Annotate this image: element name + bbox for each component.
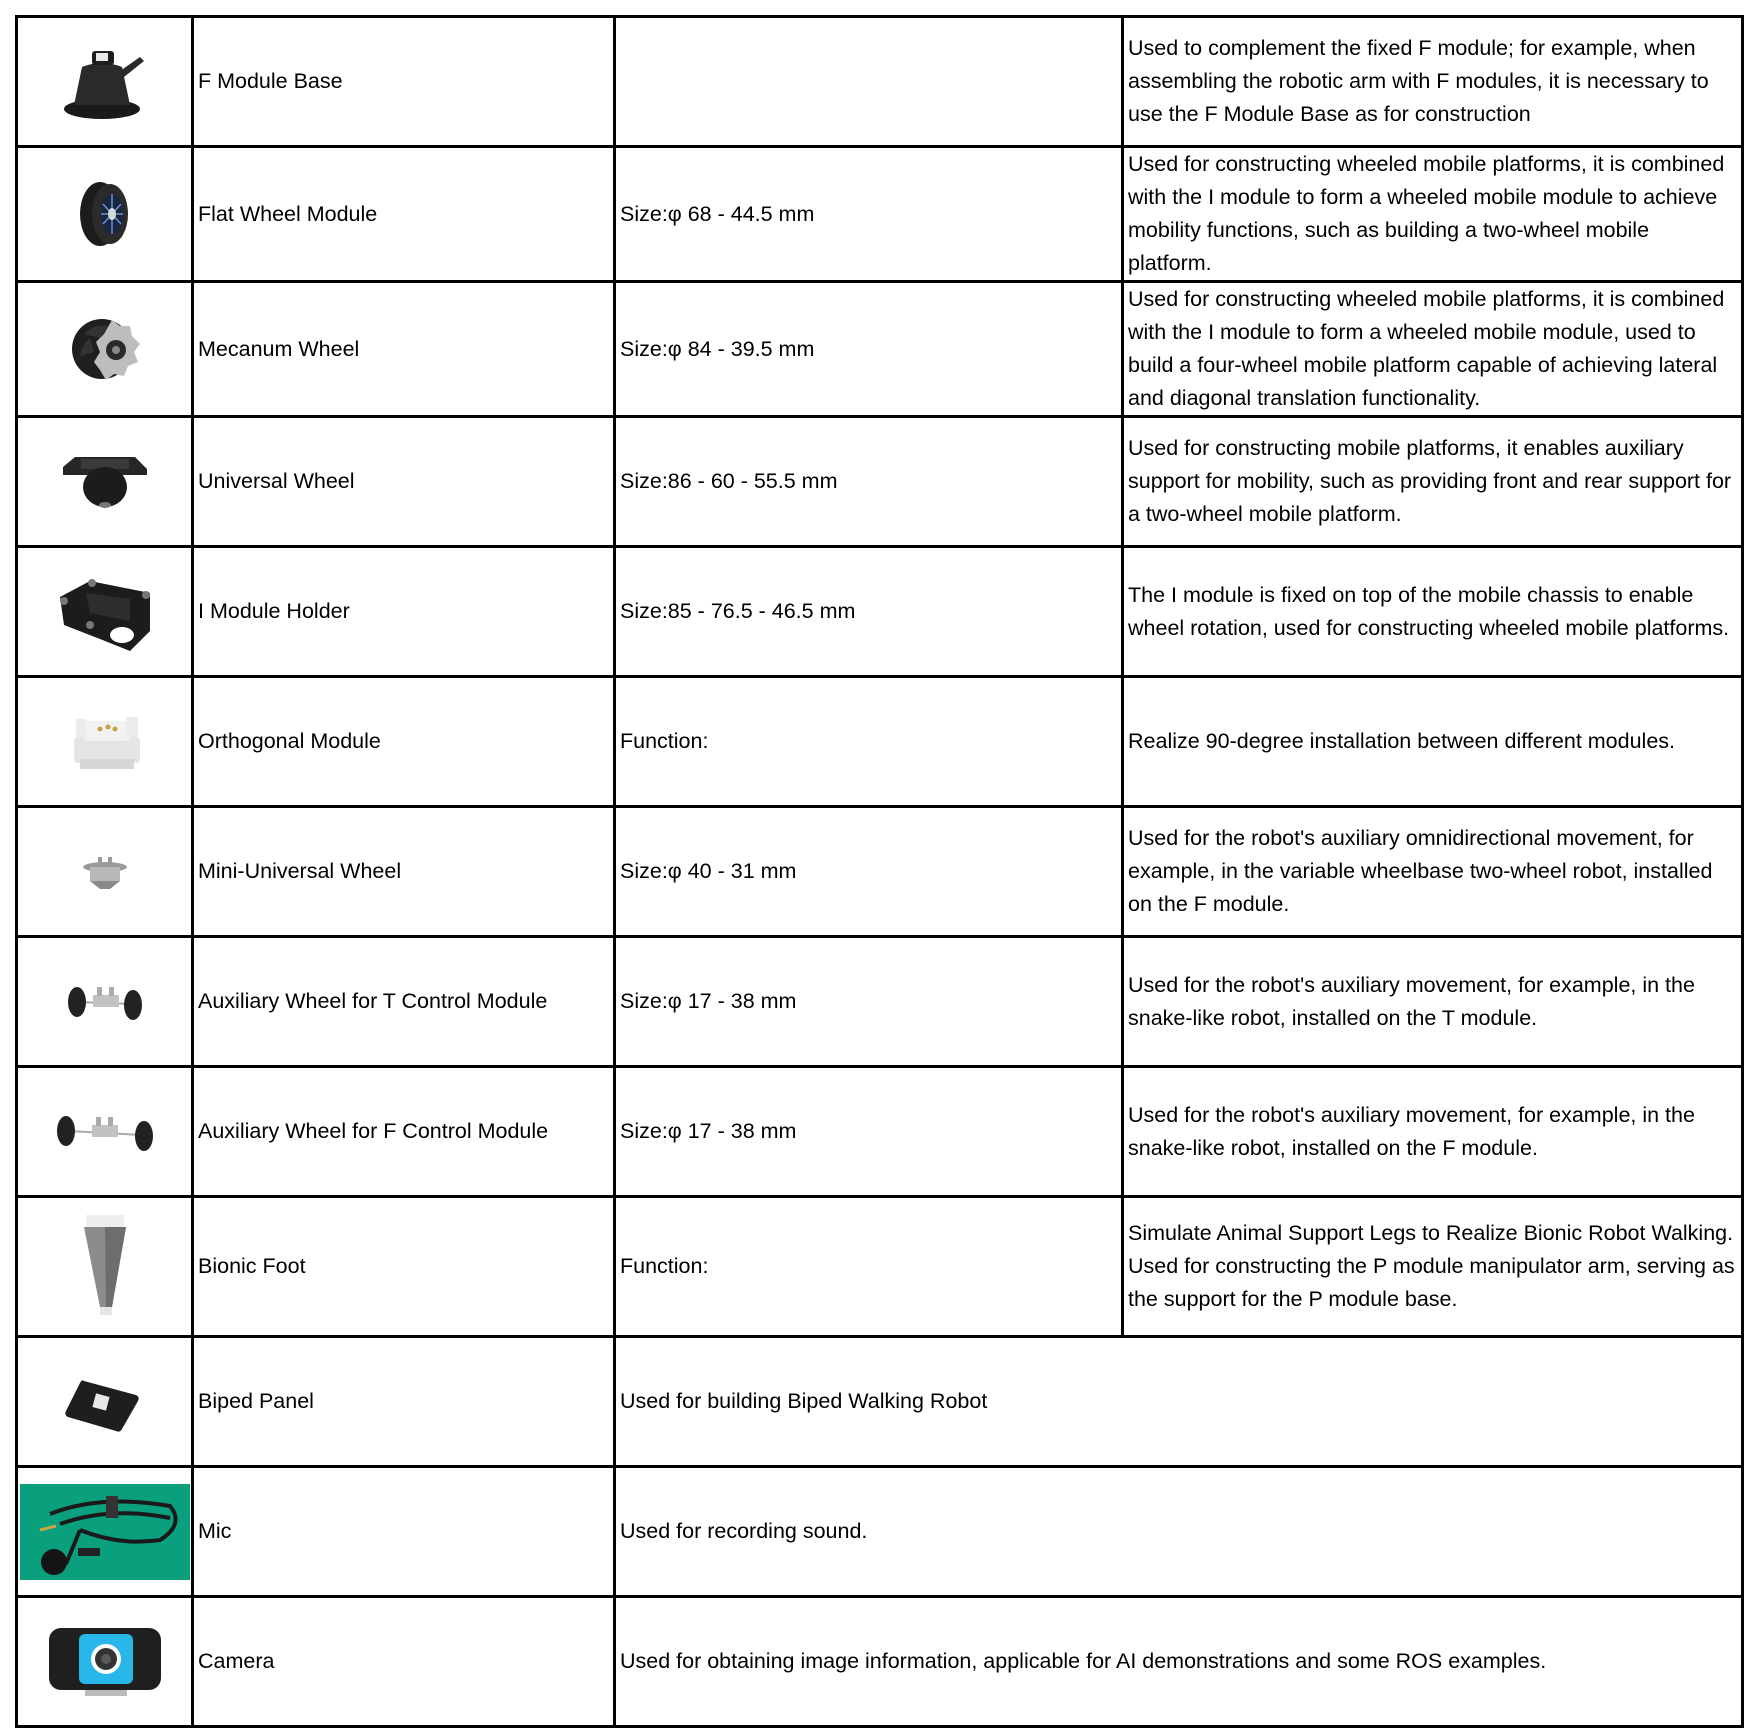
table-row xyxy=(17,1597,1743,1727)
table-row xyxy=(17,1467,1743,1597)
item-description: Used for obtaining image information, applicable for AI demonstrations and some ROS examples. xyxy=(615,1597,1743,1727)
table-row xyxy=(17,147,1743,282)
f-module-base-icon xyxy=(60,37,150,127)
item-name: Mic xyxy=(193,1467,615,1597)
table-row xyxy=(17,677,1743,807)
image-cell xyxy=(17,937,193,1067)
mecanum-wheel-icon xyxy=(60,304,150,394)
flat-wheel-icon xyxy=(60,169,150,259)
item-description: Used for recording sound. xyxy=(615,1467,1743,1597)
table-row xyxy=(17,1197,1743,1337)
i-module-holder-icon xyxy=(50,567,160,657)
table-row xyxy=(17,282,1743,417)
table-row xyxy=(17,807,1743,937)
image-cell xyxy=(17,282,193,417)
item-description: Used to complement the fixed F module; for example, when assembling the robotic arm with F modules, it is necessary to use the F Module Base as for construction xyxy=(1123,17,1743,147)
bionic-foot-icon xyxy=(60,1207,150,1327)
auxiliary-wheel-f-icon xyxy=(50,1087,160,1177)
item-spec: Size:85 - 76.5 - 46.5 mm xyxy=(615,547,1123,677)
table-row xyxy=(17,1337,1743,1467)
item-description: Used for constructing wheeled mobile platforms, it is combined with the I module to form a wheeled mobile module, used to build a four-wheel mobile platform capable of achieving lateral and diagonal translation functionality. xyxy=(1123,282,1743,417)
item-spec: Size:φ 68 - 44.5 mm xyxy=(615,147,1123,282)
item-description: Used for constructing wheeled mobile platforms, it is combined with the I module to form a wheeled mobile module to achieve mobility functions, such as building a two-wheel mobile platform. xyxy=(1123,147,1743,282)
orthogonal-module-icon xyxy=(60,697,150,787)
image-cell xyxy=(17,1337,193,1467)
item-spec: Function: xyxy=(615,1197,1123,1337)
item-spec: Size:φ 17 - 38 mm xyxy=(615,937,1123,1067)
table-row xyxy=(17,17,1743,147)
item-name: Flat Wheel Module xyxy=(193,147,615,282)
item-description: Used for the robot's auxiliary movement, for example, in the snake-like robot, installed on the F module. xyxy=(1123,1067,1743,1197)
item-name: Biped Panel xyxy=(193,1337,615,1467)
item-description: Used for building Biped Walking Robot xyxy=(615,1337,1743,1467)
item-description: Used for the robot's auxiliary movement, for example, in the snake-like robot, installed on the T module. xyxy=(1123,937,1743,1067)
item-name: Auxiliary Wheel for F Control Module xyxy=(193,1067,615,1197)
item-name: Bionic Foot xyxy=(193,1197,615,1337)
item-name: Camera xyxy=(193,1597,615,1727)
auxiliary-wheel-t-icon xyxy=(55,957,155,1047)
table-row xyxy=(17,547,1743,677)
item-spec: Size:φ 17 - 38 mm xyxy=(615,1067,1123,1197)
image-cell xyxy=(17,1597,193,1727)
item-name: I Module Holder xyxy=(193,547,615,677)
item-description: Realize 90-degree installation between different modules. xyxy=(1123,677,1743,807)
image-cell xyxy=(17,17,193,147)
table-row xyxy=(17,1067,1743,1197)
item-name: Auxiliary Wheel for T Control Module xyxy=(193,937,615,1067)
image-cell xyxy=(17,1067,193,1197)
item-spec: Size:φ 40 - 31 mm xyxy=(615,807,1123,937)
item-name: Universal Wheel xyxy=(193,417,615,547)
image-cell xyxy=(17,1467,193,1597)
universal-wheel-icon xyxy=(55,437,155,527)
image-cell xyxy=(17,147,193,282)
item-description: Simulate Animal Support Legs to Realize Bionic Robot Walking. Used for constructing the P module manipulator arm, serving as the support for the P module base. xyxy=(1123,1197,1743,1337)
mic-icon xyxy=(20,1484,190,1580)
item-spec: Size:86 - 60 - 55.5 mm xyxy=(615,417,1123,547)
item-description: Used for constructing mobile platforms, it enables auxiliary support for mobility, such as providing front and rear support for a two-wheel mobile platform. xyxy=(1123,417,1743,547)
image-cell xyxy=(17,547,193,677)
item-description: Used for the robot's auxiliary omnidirectional movement, for example, in the variable wheelbase two-wheel robot, installed on the F module. xyxy=(1123,807,1743,937)
image-cell xyxy=(17,807,193,937)
table-row xyxy=(17,417,1743,547)
image-cell xyxy=(17,1197,193,1337)
item-description: The I module is fixed on top of the mobile chassis to enable wheel rotation, used for constructing wheeled mobile platforms. xyxy=(1123,547,1743,677)
camera-icon xyxy=(45,1622,165,1702)
item-name: F Module Base xyxy=(193,17,615,147)
biped-panel-icon xyxy=(60,1357,150,1447)
image-cell xyxy=(17,417,193,547)
item-name: Mecanum Wheel xyxy=(193,282,615,417)
mini-universal-wheel-icon xyxy=(60,827,150,917)
image-cell xyxy=(17,677,193,807)
item-spec: Size:φ 84 - 39.5 mm xyxy=(615,282,1123,417)
item-name: Orthogonal Module xyxy=(193,677,615,807)
accessory-table xyxy=(15,15,1744,1728)
table-row xyxy=(17,937,1743,1067)
item-spec xyxy=(615,17,1123,147)
item-name: Mini-Universal Wheel xyxy=(193,807,615,937)
item-spec: Function: xyxy=(615,677,1123,807)
